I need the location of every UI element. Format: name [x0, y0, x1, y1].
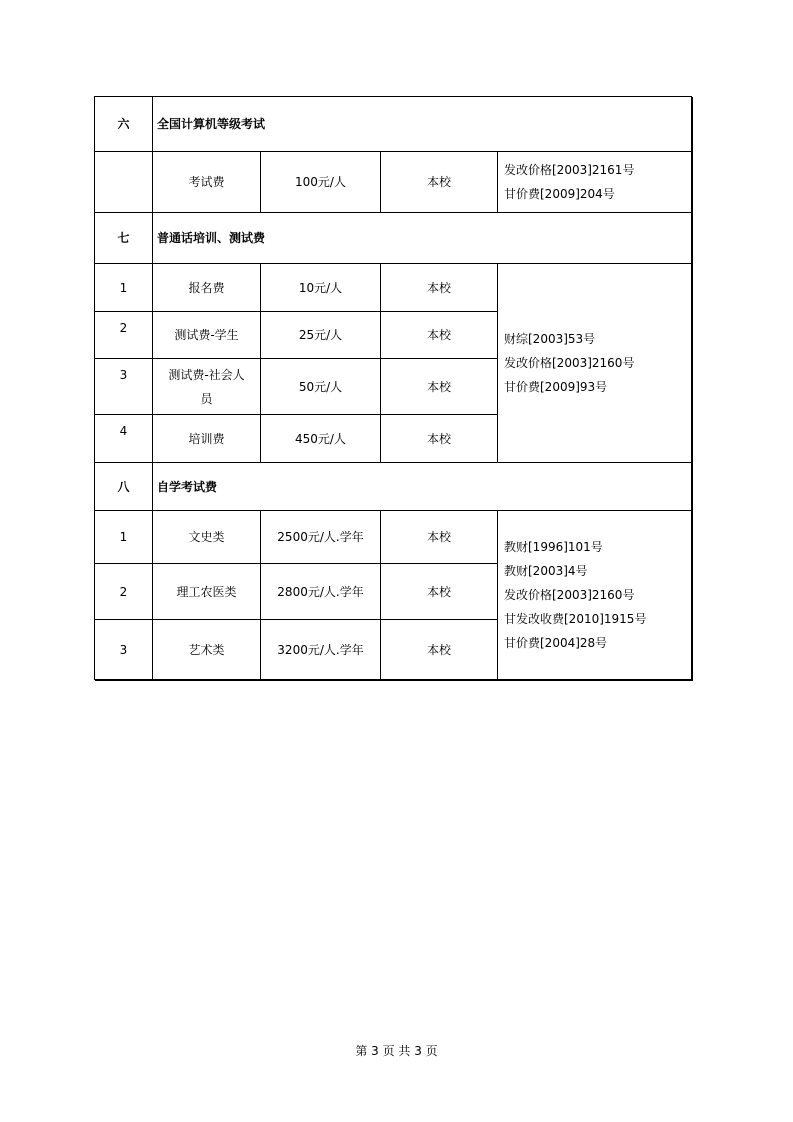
- unit-cell: 本校: [381, 415, 498, 463]
- row-number: 1: [95, 511, 153, 564]
- fee-cell: 2800元/人.学年: [261, 564, 381, 620]
- section-title: 自学考试费: [153, 463, 692, 511]
- item-line: 员: [200, 391, 213, 406]
- basis-cell: [498, 511, 692, 680]
- basis-line: 发改价格[2003]2160号: [504, 356, 635, 370]
- unit-cell: 本校: [381, 359, 498, 415]
- section-title: 普通话培训、测试费: [153, 213, 692, 264]
- fee-cell: 100元/人: [261, 152, 381, 213]
- fee-cell: 2500元/人.学年: [261, 511, 381, 564]
- item-cell: 报名费: [153, 264, 261, 312]
- basis-cell: [498, 152, 692, 213]
- table-row: [95, 511, 692, 564]
- item-cell: 艺术类: [153, 620, 261, 680]
- basis-cell: [498, 264, 692, 463]
- basis-line: 发改价格[2003]2161号: [504, 163, 635, 177]
- unit-cell: 本校: [381, 620, 498, 680]
- section-header-6: [95, 97, 692, 152]
- unit-cell: 本校: [381, 511, 498, 564]
- basis-line: 发改价格[2003]2160号: [504, 588, 635, 602]
- basis-line: 财综[2003]53号: [504, 332, 596, 346]
- section-header-8: [95, 463, 692, 511]
- page-footer: 第 3 页 共 3 页: [355, 1044, 438, 1058]
- row-number: 3: [95, 620, 153, 680]
- basis-line: 甘发改收费[2010]1915号: [504, 612, 647, 626]
- table-row: [95, 264, 692, 312]
- fee-cell: 450元/人: [261, 415, 381, 463]
- item-line: 测试费-社会人: [168, 367, 245, 382]
- row-number: 3: [95, 359, 153, 415]
- item-cell: 培训费: [153, 415, 261, 463]
- basis-line: 甘价费[2004]28号: [504, 636, 608, 650]
- section-number: 六: [95, 97, 153, 152]
- item-cell: 考试费: [153, 152, 261, 213]
- fee-cell: 25元/人: [261, 312, 381, 359]
- row-number: [95, 152, 153, 213]
- fee-table: [94, 96, 692, 680]
- basis-line: 甘价费[2009]93号: [504, 380, 608, 394]
- basis-line: 甘价费[2009]204号: [504, 187, 615, 201]
- basis-line: 教财[1996]101号: [504, 540, 603, 554]
- fee-cell: 3200元/人.学年: [261, 620, 381, 680]
- section-header-7: [95, 213, 692, 264]
- row-number: 2: [95, 312, 153, 359]
- section-title: 全国计算机等级考试: [153, 97, 692, 152]
- table-row: [95, 152, 692, 213]
- section-number: 八: [95, 463, 153, 511]
- unit-cell: 本校: [381, 264, 498, 312]
- item-cell: 理工农医类: [153, 564, 261, 620]
- fee-cell: 10元/人: [261, 264, 381, 312]
- row-number: 2: [95, 564, 153, 620]
- unit-cell: 本校: [381, 312, 498, 359]
- row-number: 4: [95, 415, 153, 463]
- section-number: 七: [95, 213, 153, 264]
- unit-cell: 本校: [381, 564, 498, 620]
- unit-cell: 本校: [381, 152, 498, 213]
- basis-line: 教财[2003]4号: [504, 564, 588, 578]
- fee-cell: 50元/人: [261, 359, 381, 415]
- item-cell: 文史类: [153, 511, 261, 564]
- row-number: 1: [95, 264, 153, 312]
- item-cell: 测试费-学生: [153, 312, 261, 359]
- item-cell: [153, 359, 261, 415]
